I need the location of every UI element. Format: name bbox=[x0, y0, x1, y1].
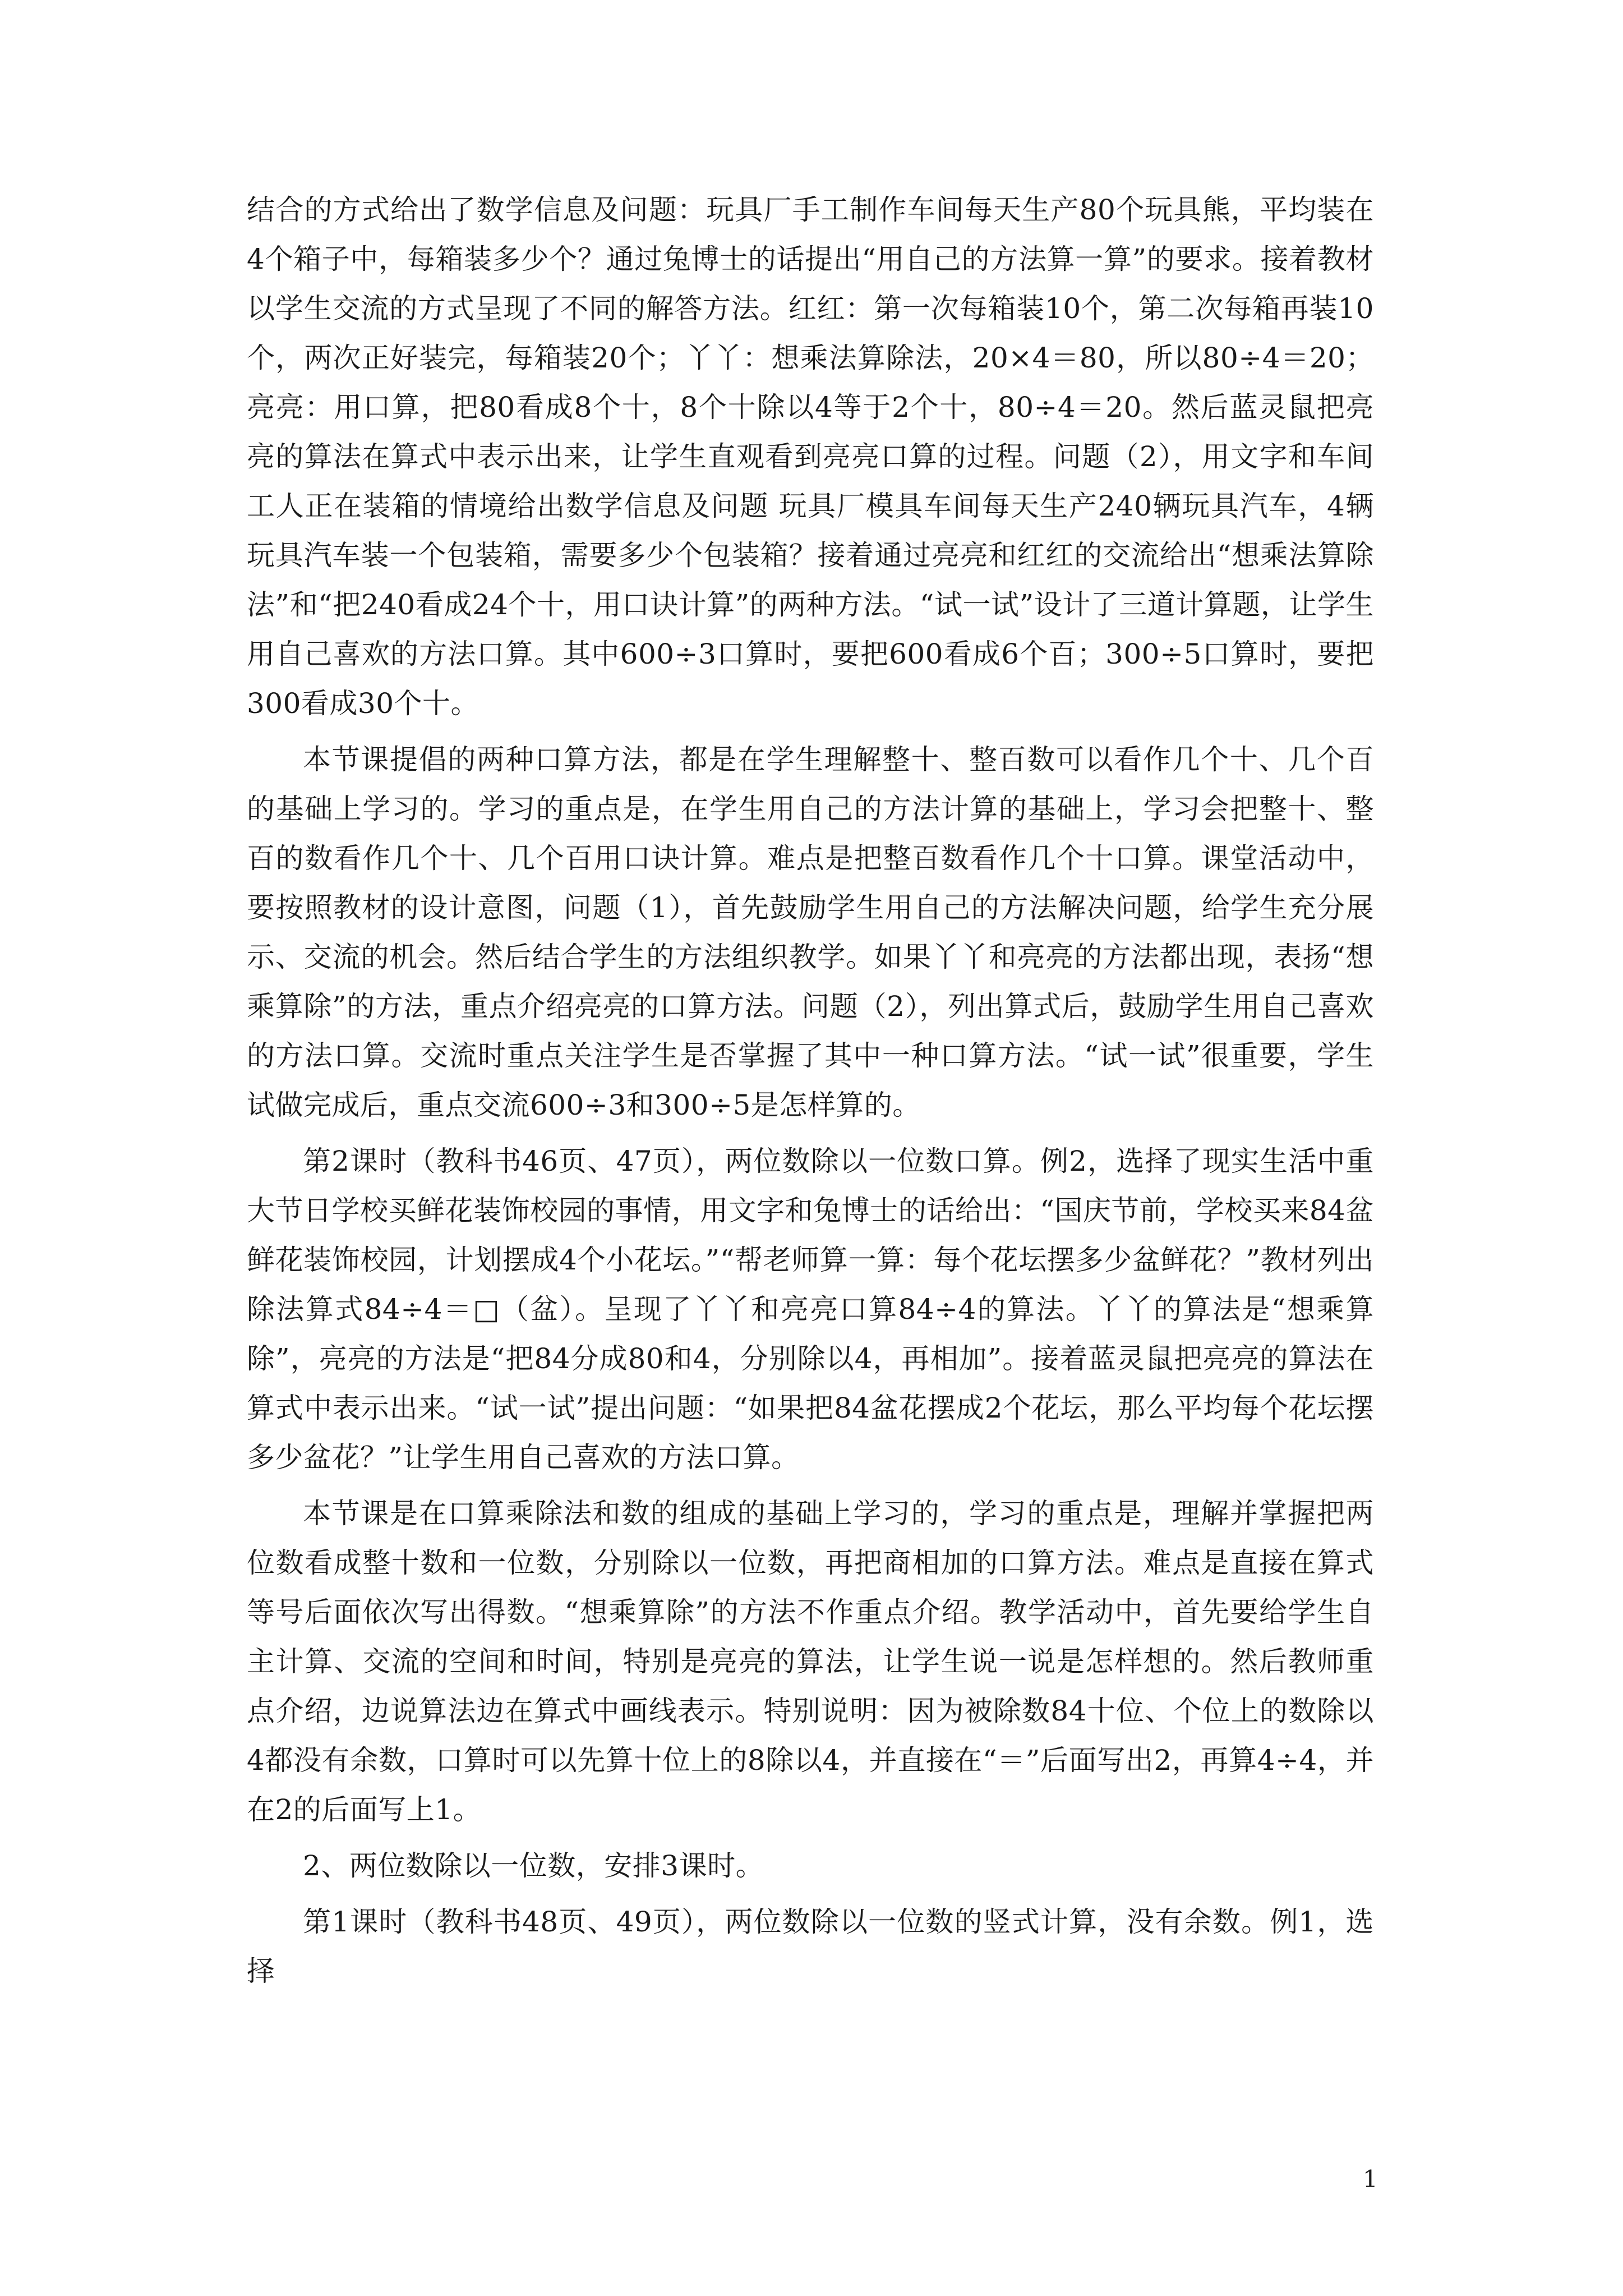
page-number: 1 bbox=[1363, 2165, 1378, 2193]
paragraph-2: 本节课提倡的两种口算方法，都是在学生理解整十、整百数可以看作几个十、几个百的基础上学习的。学习的重点是，在学生用自己的方法计算的基础上，学习会把整十、整百的数看作几个十、几个百用口诀计算。难点是把整百数看作几个十口算。课堂活动中，要按照教材的设计意图，问题（1），首先鼓励学生用自己的方法解决问题，给学生充分展示、交流的机会。然后结合学生的方法组织教学。如果丫丫和亮亮的方法都出现，表扬“想乘算除”的方法，重点介绍亮亮的口算方法。问题（2），列出算式后，鼓励学生用自己喜欢的方法口算。交流时重点关注学生是否掌握了其中一种口算方法。“试一试”很重要，学生试做完成后，重点交流600÷3和300÷5是怎样算的。 bbox=[247, 743, 1374, 1121]
paragraph-1: 结合的方式给出了数学信息及问题：玩具厂手工制作车间每天生产80个玩具熊，平均装在4个箱子中，每箱装多少个？通过兔博士的话提出“用自己的方法算一算”的要求。接着教材以学生交流的方式呈现了不同的解答方法。红红：第一次每箱装10个，第二次每箱再装10个，两次正好装完，每箱装20个；丫丫：想乘法算除法，20×4＝80，所以80÷4＝20；亮亮：用口算，把80看成8个十，8个十除以4等于2个十，80÷4＝20。然后蓝灵鼠把亮亮的算法在算式中表示出来，让学生直观看到亮亮口算的过程。问题（2），用文字和车间工人正在装箱的情境给出数学信息及问题 玩具厂模具车间每天生产240辆玩具汽车，4辆玩具汽车装一个包装箱，需要多少个包装箱？接着通过亮亮和红红的交流给出“想乘法算除法”和“把240看成24个十，用口诀计算”的两种方法。“试一试”设计了三道计算题，让学生用自己喜欢的方法口算。其中600÷3口算时，要把600看成6个百；300÷5口算时，要把300看成30个十。 bbox=[247, 194, 1374, 720]
document-body bbox=[247, 185, 1374, 1996]
paragraph-5: 2、两位数除以一位数，安排3课时。 bbox=[303, 1849, 764, 1882]
paragraph-4: 本节课是在口算乘除法和数的组成的基础上学习的，学习的重点是，理解并掌握把两位数看成整十数和一位数，分别除以一位数，再把商相加的口算方法。难点是直接在算式等号后面依次写出得数。“想乘算除”的方法不作重点介绍。教学活动中，首先要给学生自主计算、交流的空间和时间，特别是亮亮的算法，让学生说一说是怎样想的。然后教师重点介绍，边说算法边在算式中画线表示。特别说明：因为被除数84十位、个位上的数除以4都没有余数，口算时可以先算十位上的8除以4，并直接在“＝”后面写出2，再算4÷4，并在2的后面写上1。 bbox=[247, 1497, 1374, 1826]
paragraph-3: 第2课时（教科书46页、47页），两位数除以一位数口算。例2，选择了现实生活中重大节日学校买鲜花装饰校园的事情，用文字和兔博士的话给出：“国庆节前，学校买来84盆鲜花装饰校园，计划摆成4个小花坛。”“帮老师算一算：每个花坛摆多少盆鲜花？”教材列出除法算式84÷4＝□（盆）。呈现了丫丫和亮亮口算84÷4的算法。丫丫的算法是“想乘算除”，亮亮的方法是“把84分成80和4，分别除以4，再相加”。接着蓝灵鼠把亮亮的算法在算式中表示出来。“试一试”提出问题：“如果把84盆花摆成2个花坛，那么平均每个花坛摆多少盆花？”让学生用自己喜欢的方法口算。 bbox=[247, 1145, 1374, 1474]
paragraph-6: 第1课时（教科书48页、49页），两位数除以一位数的竖式计算，没有余数。例1，选择 bbox=[247, 1906, 1374, 1987]
